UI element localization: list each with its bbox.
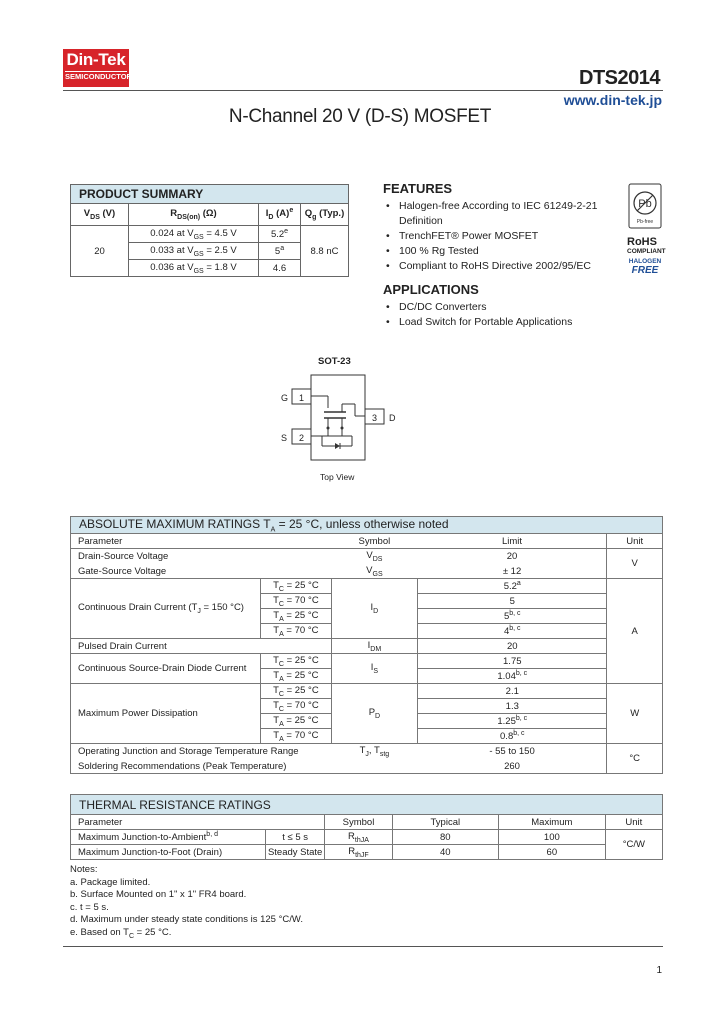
pb-free-icon xyxy=(627,183,663,229)
application-item: • Load Switch for Portable Applications xyxy=(383,315,572,330)
note-d: d. Maximum under steady state conditions is 125 °C/W. xyxy=(70,914,303,925)
feature-item: • 100 % Rg Tested xyxy=(383,244,597,259)
row-solder-symbol xyxy=(331,759,417,774)
note-a: a. Package limited. xyxy=(70,876,151,888)
thermal-col-typical: Typical xyxy=(392,815,498,830)
pin-g-label: G xyxy=(281,393,289,403)
free-label: FREE xyxy=(631,265,659,276)
row-solder-label: Soldering Recommendations (Peak Temperature) xyxy=(71,759,332,774)
vds-value: 20 xyxy=(71,226,129,277)
row-pd-label: Maximum Power Dissipation xyxy=(71,684,261,744)
row-pd-cond-1: $T_C = 25$ °C xyxy=(261,684,332,699)
row-pd-cond-3: $T_A = 25$ °C xyxy=(261,714,332,729)
notes xyxy=(70,864,303,943)
note-c: c. t = 5 s. xyxy=(70,901,109,913)
row-pd-cond-4: $T_A = 70$ °C xyxy=(261,729,332,744)
abs-max-table xyxy=(70,516,663,774)
row-vds-limit: 20 xyxy=(418,549,607,564)
footer-rule xyxy=(63,946,663,947)
thermal-table xyxy=(70,794,663,860)
pin3-number: 3 xyxy=(372,413,378,423)
row-pd-limit-1: 2.1 xyxy=(418,684,607,699)
row-id-symbol: $I_D$ xyxy=(331,579,417,639)
thermal-row2-typical: 40 xyxy=(392,845,498,860)
col-unit: Unit xyxy=(607,534,663,549)
application-item: • DC/DC Converters xyxy=(383,300,572,315)
thermal-col-maximum: Maximum xyxy=(499,815,606,830)
product-summary xyxy=(70,184,349,277)
row-id-cond-4: $T_A = 70$ °C xyxy=(261,624,332,639)
sot23-diagram xyxy=(280,356,400,486)
row-pd-limit-3: 1.25$^{b, c}$ xyxy=(418,714,607,729)
id-row-3: 4.6 xyxy=(259,260,301,277)
page-number: 1 xyxy=(656,965,662,976)
row-w-unit: W xyxy=(607,684,663,744)
col-symbol: Symbol xyxy=(331,534,417,549)
thermal-ratings xyxy=(70,794,663,860)
pin-d-label: D xyxy=(389,413,396,423)
qg-value: 8.8 nC xyxy=(301,226,349,277)
website-link[interactable]: www.din-tek.jp xyxy=(563,92,662,108)
row-is-limit-1: 1.75 xyxy=(418,654,607,669)
row-is-symbol: $I_S$ xyxy=(331,654,417,684)
thermal-col-unit: Unit xyxy=(605,815,662,830)
rds-row-3: 0.036 at $V_{GS} = 1.8$ V xyxy=(129,260,259,277)
svg-text:Pb-free: Pb-free xyxy=(636,219,654,225)
package-name: SOT-23 xyxy=(318,356,351,367)
absolute-max-ratings xyxy=(70,516,663,774)
row-vgs-limit: ± 12 xyxy=(418,564,607,579)
features-list xyxy=(383,199,597,274)
col-qg: $Q_g$ (Typ.) xyxy=(301,204,349,226)
row-c-unit: °C xyxy=(607,744,663,774)
pin2-number: 2 xyxy=(299,433,305,443)
note-e: e. Based on $T_C = 25$ °C. xyxy=(70,926,172,940)
id-row-1: 5.2e xyxy=(259,226,301,243)
row-is-label: Continuous Source-Drain Diode Current xyxy=(71,654,261,684)
features-heading: FEATURES xyxy=(383,181,453,196)
thermal-row1-label: Maximum Junction-to-Ambient$^{b, d}$ xyxy=(71,830,266,845)
note-b: b. Surface Mounted on 1" x 1" FR4 board. xyxy=(70,889,247,900)
row-id-cond-3: $T_A = 25$ °C xyxy=(261,609,332,624)
thermal-row1-cond: t ≤ 5 s xyxy=(265,830,324,845)
thermal-unit: °C/W xyxy=(605,830,662,860)
rohs-label: RoHS xyxy=(627,236,657,248)
row-vgs-label: Gate-Source Voltage xyxy=(71,564,332,579)
col-limit: Limit xyxy=(418,534,607,549)
row-is-limit-2: 1.04$^{b, c}$ xyxy=(418,669,607,684)
top-view-label: Top View xyxy=(320,472,355,482)
thermal-col-symbol: Symbol xyxy=(325,815,392,830)
feature-item: • TrenchFET® Power MOSFET xyxy=(383,229,597,244)
row-vds-label: Drain-Source Voltage xyxy=(71,549,332,564)
rohs-compliant: COMPLIANT xyxy=(627,248,666,255)
row-solder-limit: 260 xyxy=(418,759,607,774)
thermal-row1-typical: 80 xyxy=(392,830,498,845)
pin1-number: 1 xyxy=(299,393,305,403)
feature-item-cont: Definition xyxy=(399,215,443,227)
col-parameter: Parameter xyxy=(71,534,332,549)
part-number: DTS2014 xyxy=(579,67,660,89)
thermal-row2-label: Maximum Junction-to-Foot (Drain) xyxy=(71,845,266,860)
row-idm-limit: 20 xyxy=(418,639,607,654)
logo-name: Din-Tek xyxy=(66,50,126,69)
row-id-cond-2: $T_C = 70$ °C xyxy=(261,594,332,609)
notes-heading: Notes: xyxy=(70,864,98,875)
row-v-unit: V xyxy=(607,549,663,579)
row-id-limit-2: 5 xyxy=(418,594,607,609)
row-pd-limit-2: 1.3 xyxy=(418,699,607,714)
row-tj-symbol: $T_J$, $T_{stg}$ xyxy=(359,745,390,759)
row-is-cond-1: $T_C = 25$ °C xyxy=(261,654,332,669)
row-tj-label: Operating Junction and Storage Temperature Range xyxy=(71,744,332,759)
col-vds: $V_{DS}$ (V) xyxy=(71,204,129,226)
mosfet-schematic-icon xyxy=(280,368,400,468)
pin-s-label: S xyxy=(281,433,288,443)
company-logo xyxy=(63,49,132,87)
abs-max-heading: ABSOLUTE MAXIMUM RATINGS $T_A = 25$ °C, unless otherwise noted xyxy=(71,517,663,534)
row-id-cond-1: $T_C = 25$ °C xyxy=(261,579,332,594)
row-id-limit-3: 5$^{b, c}$ xyxy=(418,609,607,624)
row-a-unit: A xyxy=(607,579,663,684)
row-pd-symbol: $P_D$ xyxy=(331,684,417,744)
row-id-label: Continuous Drain Current ($T_J = 150$ °C) xyxy=(71,579,261,639)
header-rule xyxy=(63,90,663,91)
product-summary-heading: PRODUCT SUMMARY xyxy=(71,185,349,204)
thermal-row1-max: 100 xyxy=(499,830,606,845)
id-row-2: 5$^a$ xyxy=(259,243,301,260)
thermal-row2-max: 60 xyxy=(499,845,606,860)
thermal-heading: THERMAL RESISTANCE RATINGS xyxy=(71,795,663,815)
rds-row-1: 0.024 at $V_{GS} = 4.5$ V xyxy=(129,226,259,243)
thermal-row2-symbol: $R_{thJF}$ xyxy=(325,845,392,860)
product-summary-table xyxy=(70,184,349,277)
feature-item: • Compliant to RoHS Directive 2002/95/EC xyxy=(383,259,597,274)
row-id-limit-4: 4$^{b, c}$ xyxy=(418,624,607,639)
applications-list xyxy=(383,300,572,330)
row-idm-label: Pulsed Drain Current xyxy=(71,639,332,654)
row-is-cond-2: $T_A = 25$ °C xyxy=(261,669,332,684)
row-pd-cond-2: $T_C = 70$ °C xyxy=(261,699,332,714)
thermal-col-parameter: Parameter xyxy=(71,815,325,830)
thermal-row1-symbol: $R_{thJA}$ xyxy=(325,830,392,845)
row-vds-symbol: $V_{DS}$ xyxy=(366,550,383,564)
col-id: $I_D$ $(A)^e$ xyxy=(259,204,301,226)
row-id-limit-1: 5.2$^a$ xyxy=(418,579,607,594)
thermal-row2-cond: Steady State xyxy=(265,845,324,860)
rds-row-2: 0.033 at $V_{GS} = 2.5$ V xyxy=(129,243,259,260)
halogen-label: HALOGEN xyxy=(628,258,662,265)
compliance-badges xyxy=(627,183,666,276)
row-vgs-symbol: $V_{GS}$ xyxy=(366,564,383,578)
row-pd-limit-4: 0.8$^{b, c}$ xyxy=(418,729,607,744)
col-rds: $R_{DS(on)}$ (Ω) xyxy=(129,204,259,226)
page-title: N-Channel 20 V (D-S) MOSFET xyxy=(228,106,492,127)
logo-tagline: SEMICONDUCTOR xyxy=(65,72,132,81)
row-tj-limit: - 55 to 150 xyxy=(418,744,607,759)
row-idm-symbol: $I_{DM}$ xyxy=(331,639,417,654)
applications-heading: APPLICATIONS xyxy=(383,282,479,297)
feature-item: • Halogen-free According to IEC 61249-2-21 xyxy=(383,199,597,214)
svg-text:Pb: Pb xyxy=(638,198,652,210)
